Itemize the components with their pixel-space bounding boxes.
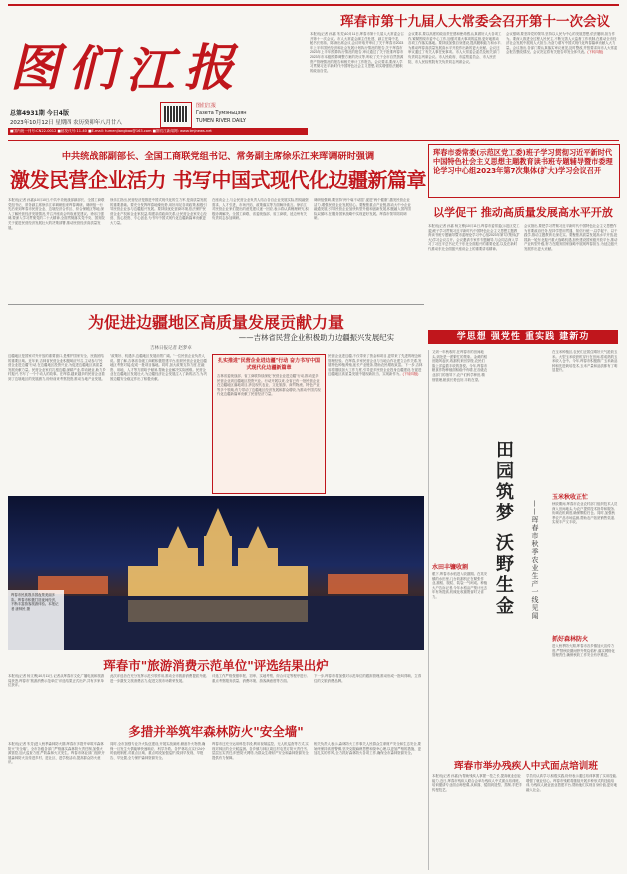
forest-col2: 同时,全市加强专业扑火队伍建设,开展实战演练,储备扑火物资,确保一旦发生火情能够快速响应、科学扑救。各护林站点实行24小时值班制度,对重点区域、重点时段加强巡护,做到早发现、早报告、早处置,全力保护森林资源安全。 (110, 742, 206, 760)
palace-center-tower (204, 536, 232, 568)
vertical-title-sub: ——珲春市秋季农业生产一线见闻 (531, 500, 539, 620)
palace-body (128, 566, 308, 596)
palace-reflection (128, 600, 308, 622)
divider-right (428, 350, 429, 870)
issue-number: 总第4931期 今日4版 (10, 110, 69, 117)
subsection-corn: 玉米秋收正忙 (552, 494, 589, 501)
forest-col4: 相关负责人表示,森林防火工作事关人民群众生命财产安全和生态安全,要始终保持高度警惕,坚决克服麻痹思想和侥幸心理,以更加严格的措施、更加扎实的作风,全力抓好森林防火各项工作,确保全市森林资源安全。 (314, 742, 421, 756)
vertical-title-main[interactable]: 田园筑梦 沃野生金 (493, 440, 514, 618)
middle-subheadline: ——吉林省民营企业积极助力边疆振兴发展纪实 (238, 333, 394, 342)
vertical-subtitle-block (530, 500, 550, 740)
autumn-col2: 眼下,珲春市水稻进入收割期。在英安镇的水田里,几台收割机正在紧张作业,割稻、脱粒、装袋一气呵成。种植大户告诉记者,今年水稻亩产预计比去年有所提高,机械化收割既省时又省力。 (432, 572, 488, 599)
inset-box-text: 吉林省委统战部、省工商联持续深化"民营企业进边疆"行动,推动更多民营企业到边疆地区投资兴业。行动开展以来,全省已有一批民营企业在边疆地区落地项目,涉及现代农业、文化旅游、商贸物流、特色产业等多个领域,有力带动了边疆地区经济发展和群众增收,为推动中国式现代化边疆新篇章贡献了民营经济力量。 (217, 374, 321, 397)
middle-headline[interactable]: 为促进边疆地区高质量发展贡献力量 (87, 313, 344, 332)
section-headline-forest[interactable]: 多措并举筑牢森林防火"安全墙" (128, 724, 304, 739)
palace-spire-left (168, 526, 188, 548)
masthead-name-small: 图们江报 (196, 103, 217, 109)
palace-center-spire (206, 508, 230, 536)
masthead-name-ko: Газета Тумэньцзян (196, 110, 247, 116)
autumn-col3: 在玉米种植区,农民们正抓住晴好天气抢收玉米。大型玉米收获机穿行在田间,将成熟的玉米收入仓中。今年,珲春市积极推广玉米新品种和先进栽培技术,玉米产量和品质都有了明显提升。 (552, 350, 618, 373)
night-park-photo[interactable] (8, 496, 424, 650)
article-top-col2: 会议要求,要以高度的政治责任感和使命感,认真做好人大各项工作,紧紧围绕市委中心工作,加强对重大事项的监督,更好地推动各项工作落实落地。要持续加强自身建设,提高履职能力和水平,为推动珲春高质量发展高水平开放作出新的更大贡献。会议还审议通过了有关人事任免事项。市人大常委会委员及相关部门负责同志列席会议。市人民政府、市监察委员会、市人民法院、市人民检察院有关负责同志列席会议。 (408, 32, 502, 64)
palace-tower-left (158, 548, 198, 568)
subsection-forest: 抓好森林防火 (552, 636, 589, 643)
article-top-col1: 本报讯(记者 孙嘉 朱芳)10月11日,珲春市第十九届人大常委会召开第十一次会议。市人大常委会副主任杜建、副主任周中龙、秘书长郭伟、陈涛出席会议,会议听取并审议了关于珲春市2023年上半年国民经济和社会发展计划执行情况的报告,关于珲春市2023年上半年预算执行情况的报告,审议通过了关于批准珲春市2023年市本级预算调整方案的决议等,听取了关于全市自然资源资产管理情况的报告和相关审计工作报告。会议要求,要深入学习贯彻习近平新时代中国特色社会主义思想,切实增强依法履职的政治自觉。 (310, 32, 404, 73)
middle-col4: 民营企业进边疆,不仅带来了资金和项目,更带来了先进的理念和管理经验。在珲春,多家民营企业与当地合作社建立合作关系,发展特色种植养殖,延长产业链条,帮助农民增收致富。下一步,吉林省将继续加大工作力度,引导更多民营企业投身边疆建设,在促进边疆地区高质量发展中展现新担当、实现新作为。(下转四版) (328, 354, 423, 377)
tourism-col3: 评选工作严格按照申报、初审、实地考察、综合评定等程序进行,重点考察服务质量、消费环境、游客满意度等方面。 (212, 674, 308, 683)
banner-col3: 在座谈会上,与会民营企业负责人结合各自企业发展实际,围绕融资需求、人才引进、市场开拓、政策落实等方面畅所欲言。徐乐江对民营企业家们提出的意见建议逐一回应,表示将认真梳理研究,积极协调解决。全国工商联、省委统战部、省工商联、延边州有关负责同志参加调研。 (212, 198, 309, 221)
more-mark-b[interactable]: (下转四版) (402, 372, 419, 377)
right-col2: 会议指出,要把学习贯彻习近平新时代中国特色社会主义思想作为首要政治任务,坚持学思用贯通、知信行统一,以学促干、以干践学,推动主题教育走深走实。要聚焦高质量发展高水平开放,抢抓新一轮东北振兴重大战略机遇,加快建设国家级开放平台,推动产业转型升级,努力在服务国家战略中展现珲春担当,为延边振兴发展作出更大贡献。 (524, 224, 618, 251)
forest-col1: 本报讯(记者 朱芳)进入秋季森林防火期,珲春市多措并举筑牢森林防火"安全墙"。全市各级各部门严格落实森林防火责任制,加强火源管控,加大巡查力度,严防森林火灾发生。珲春市林业部门组织开展森林防火宣传进乡村、进社区、进学校活动,提高群众防火意识。 (8, 742, 105, 765)
inset-box (212, 354, 326, 494)
forest-col3: 珲春市还充分运用科技手段,利用视频监控、无人机巡查等方式,实现对林区的全天候监测。各乡镇与林区周边村屯签订防火责任书,层层压实责任,织密防火网络,为群众生命财产安全和森林资源安全提供有力保障。 (212, 742, 309, 760)
banner-main-headline[interactable]: 激发民营企业活力 书写中国式现代化边疆新篇章 (10, 168, 426, 192)
section-headline-training[interactable]: 珲春市举办残疾人中式面点培训班 (454, 761, 598, 772)
banner-kicker[interactable]: 中共统战部副部长、全国工商联党组书记、常务副主席徐乐江来珲调研时强调 (61, 151, 375, 162)
masthead-char-2: 们 (68, 41, 117, 97)
slogan-banner: 学思想 强党性 重实践 建新功 (428, 330, 618, 344)
section-headline-tourism[interactable]: 珲春市"旅游消费示范单位"评选结果出炉 (103, 658, 329, 673)
more-mark-a[interactable]: (下转四版) (587, 50, 604, 55)
tourism-col4: 下一步,珲春市将加强对示范单位的跟踪管理,推动形成一批叫得响、立得住的文旅消费品牌。 (314, 674, 421, 683)
autumn-col5: 进入秋季防火期,珲春市各乡镇加大宣传力度,严禁秋收期间野外焚烧秸秆,落实网格化管理责任,确保秋收工作安全有序推进。 (552, 644, 615, 658)
masthead-char-1: 图 (10, 38, 60, 97)
night-palace-illustration (8, 496, 424, 650)
masthead-char-3: 江 (126, 43, 175, 99)
inset-box-title[interactable]: 扎实推进"民营企业进边疆"行动 奋力书写中国式现代化边疆新篇章 (218, 358, 320, 371)
palace-spire-right (248, 526, 268, 548)
photo-caption: 珲春市民族娱乐园夜景美丽多彩。珲春市积极打造夜间经济，不断丰富游客旅游体验。本报记者 唐帅民 摄 (11, 593, 59, 611)
rule-mid (8, 304, 424, 305)
banner-col2: 徐乐江指出,民营经济是推进中国式现代化的生力军,是高质量发展的重要基础。要充分发挥珲春地缘优势,用好用足各项政策,积极引导民营企业参与边疆振兴发展。要持续优化营商环境,依法保护民营企业产权和企业家权益,构建亲清政商关系,让民营企业家安心经营、放心投资、专心创业,为书写中国式现代化边疆新篇章贡献更大力量。 (110, 198, 207, 225)
building-right (328, 574, 408, 594)
masthead-name-en: TUMEN RIVER DAILY (196, 118, 246, 124)
right-box-headline[interactable]: 珲春市委常委(示范区党工委)班子学习贯彻习近平新时代中国特色社会主义思想主题教育读书班专题辅导暨市委理论学习中心组2023年第7次集体(扩大)学习会议召开 (433, 148, 613, 175)
middle-byline: 吉林日报记者 赵梦卓 (150, 346, 192, 351)
autumn-col4: 秋收期间,珲春市农业农村部门组织技术人员深入田间地头,为农户提供技术指导和服务,协调农机调度,确保颗粒归仓。同时,加强秋季农产品市场监测,帮助农户拓宽销售渠道,实现丰产又丰收。 (552, 502, 618, 525)
middle-col2: "政策好、机遇多,边疆地区发展前景广阔。"一位民营企业负责人说。据了解,吉林省各级工商联积极搭建平台,组织民营企业赴边疆地区考察对接,促成一批项目落地。同时,加大政策支持力度,在融资、用地、人才等方面给予倾斜,帮助企业解决实际困难。民营企业在边疆地区发展壮大,为边疆经济社会发展注入了新的活力,为巩固边疆安全稳定作出了积极贡献。 (110, 354, 207, 381)
qr-code-icon (164, 106, 188, 122)
top-headline[interactable]: 珲春市第十九届人大常委会召开第十一次会议 (340, 14, 610, 30)
masthead-logo (8, 28, 248, 98)
banner-col1: 本报讯(记者 孙嘉)10月10日,中共中央统战部副部长、全国工商联党组书记、常务副主席徐乐江率调研组来珲春调研。调研组一行先后来到珲春市民营企业、边境经济合作区、综合保税区等地,深入了解民营经济发展情况,并召开座谈会听取意见建议。徐乐江强调,要深入学习贯彻党的二十大精神,全面贯彻落实党中央、国务院关于促进民营经济发展壮大的决策部署,推动民营经济高质量发展。 (8, 198, 105, 230)
tourism-col2: 此次评选旨在充分发挥示范引领作用,推动全市旅游消费提质升级,进一步激发文旅消费活力,促进文旅市场繁荣发展。 (110, 674, 207, 683)
qr-code-box (160, 102, 192, 128)
training-col1: 本报讯(记者 孙嘉)为帮助残疾人掌握一技之长,提高就业创业能力,近日,珲春市残疾人联合会举办残疾人中式面点培训班。培训邀请专业面点师授课,从和面、揉面到造型、蒸制,手把手传授技艺。 (432, 774, 523, 792)
issue-date: 2023年10月12日 星期四 农历癸卯年八月廿八 (10, 120, 122, 126)
middle-col1: 边疆地区是国家对外开放的重要窗口,是维护国家安全、民族团结的重要区域。近年来,吉林省民营企业积极响应号召,主动参与"民营企业进边疆"行动,在边疆地区投资兴业,为促进边疆地区高质量发展贡献力量。民营企业家们扎根边疆,深耕产业,带动就业,助力乡村振兴,书写了一个个动人的故事。在珲春,越来越多的民营企业看到了边境地区的发展潜力,纷纷前来考察投资,推动当地产业发展。 (8, 354, 106, 381)
right-headline-box (428, 144, 620, 198)
masthead-contact-bar: ■国内统一刊号:CN22-0012 ■邮发代号:11-40 ■E-mail: tumenjiangbao@163.com ■图们江新闻网: www.tmjnews.net (8, 128, 308, 135)
banner-col4: 调研组强调,要坚持"两个毫不动摇",促进"两个健康",激发民营企业活力,增强民营企业发展信心。要聚焦重点产业链,推动大中小企业融通发展,引导民营企业加快转型升级和创新发展,积极融入国内国际双循环,在服务国家战略中实现更好发展。珲春市领导陪同调研。 (314, 198, 411, 221)
rule-masthead-bottom (8, 140, 619, 141)
right-col1: 本报讯(记者 孙嘉 杨文博)10月11日,珲春市委常委(示范区党工委)班子学习贯彻习近平新时代中国特色社会主义思想主题教育读书班专题辅导暨市委理论学习中心组2023年第7次集体(扩大)学习会议召开。会议邀请专家作专题辅导,与会同志深入学习了习近平总书记关于东北全面振兴的重要论述,以及在新时代推动东北全面振兴座谈会上的重要讲话精神。 (428, 224, 520, 251)
tourism-col1: 本报讯(记者 杨文博)10月11日,记者从珲春市文化广播电视和旅游局获悉,珲春市"旅游消费示范单位"评选结果正式出炉,共有多家单位获评。 (8, 674, 105, 688)
photo-caption-box (8, 590, 64, 650)
top-rule (8, 4, 619, 6)
article-top-col3: 会议强调,要坚持党的领导,坚持以人民为中心的发展思想,依法履职,担当作为。要深入推进全过程人民民主,不断完善人大监督工作机制,在推动全市经济社会发展中展现人大担当,为奋力谱写中国式现代化珲春篇章贡献人大力量。会议指出,各部门要认真落实审议意见,及时整改,并按要求向市人大常委会报告整改情况。会议决定将有关报告印发全体代表。(下转四版) (506, 32, 618, 55)
autumn-col1: 又到一年秋收时,在珲春市的田间地头,到处是一派繁忙的景象。金黄的稻田随风起伏,收割机来回穿梭,农民们脸上洋溢着丰收的喜悦。今年,珲春市粮食作物种植面积稳中有增,在各级农业部门的指导下,农户们科学种田,精细管理,粮食长势良好,丰收在望。 (432, 350, 488, 382)
training-col2: 学员们认真学习,积极实践,纷纷表示通过培训掌握了实用技能,增强了就业信心。珲春市残联将继续开展多种形式的技能培训,为残疾人就业创业搭建平台,帮助他们实现自身价值,更好地融入社会。 (526, 774, 617, 792)
vertical-title-block (490, 440, 530, 740)
masthead-char-4: 报 (184, 38, 234, 97)
palace-tower-right (238, 548, 278, 568)
subsection-water: 水田丰镰收割 (432, 564, 469, 571)
right-headline-2[interactable]: 以学促干 推动高质量发展高水平开放 (433, 206, 613, 219)
